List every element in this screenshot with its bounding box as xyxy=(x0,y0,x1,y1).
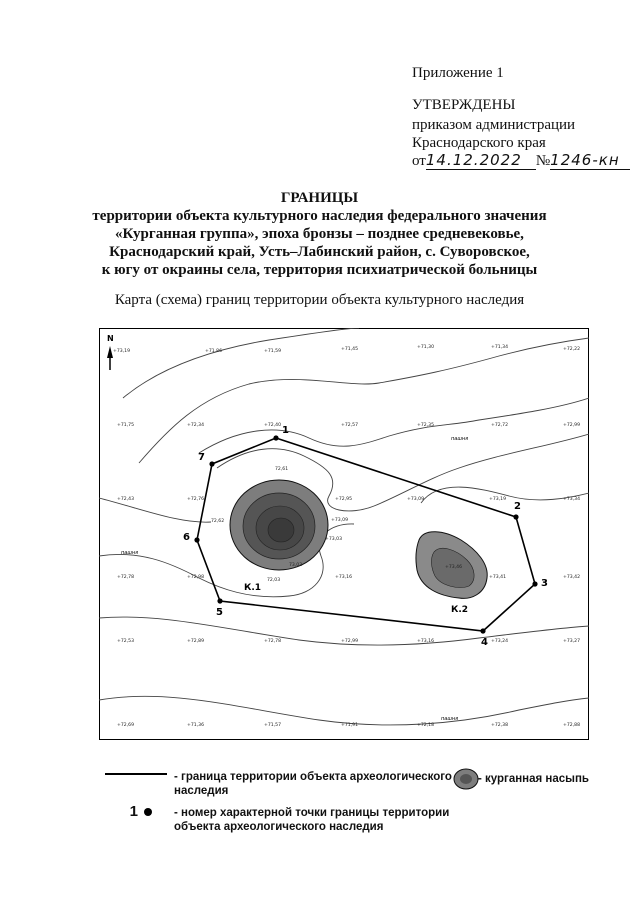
legend-mound-text: - курганная насыпь xyxy=(478,773,590,785)
mound-label-k2: К.2 xyxy=(451,605,469,615)
spot-elevation-label: +71,59 xyxy=(264,349,282,354)
spot-elevation-label: +71,30 xyxy=(417,345,435,350)
legend-point-number: 1 xyxy=(129,803,138,820)
legend-boundary-line1: - граница территории объекта археологического xyxy=(174,771,452,783)
spot-elevation-label: 72,61 xyxy=(275,467,289,472)
spot-elevation-label: +72,99 xyxy=(563,423,581,428)
spot-elevation-label: +72,78 xyxy=(264,639,282,644)
spot-elevation-label: +73,42 xyxy=(563,575,581,580)
map-caption: Карта (схема) границ территории объекта культурного наследия xyxy=(114,292,525,308)
order-date-number xyxy=(412,151,630,170)
spot-elevation-label: +73,19 xyxy=(489,497,507,502)
boundary-point-marker xyxy=(194,537,199,542)
spot-elevation-label: +72,43 xyxy=(117,497,135,502)
boundary-point-label: 2 xyxy=(514,501,521,512)
spot-elevation-label: +72,35 xyxy=(417,423,435,428)
spot-elevation-label: +72,57 xyxy=(341,423,359,428)
spot-elevation-label: +73,46 xyxy=(445,565,463,570)
order-number: 1246-кн xyxy=(550,151,630,170)
approved-label: УТВЕРЖДЕНЫ xyxy=(412,97,516,113)
spot-elevation-label: +71,57 xyxy=(264,723,282,728)
approved-by-line: приказом администрации xyxy=(412,117,576,133)
appendix-label: Приложение 1 xyxy=(412,65,504,81)
title-line-2: «Курганная группа», эпоха бронзы – позднее средневековье, xyxy=(115,226,524,242)
spot-elevation-label: +71,86 xyxy=(205,349,223,354)
map-frame xyxy=(100,329,589,740)
boundary-point-marker xyxy=(217,598,222,603)
spot-elevation-label: +71,45 xyxy=(341,347,359,352)
legend-point-line1: - номер характерной точки границы территории xyxy=(174,807,450,819)
legend-boundary-text xyxy=(174,770,452,798)
spot-elevation-label: +73,27 xyxy=(563,639,581,644)
boundary-point-label: 7 xyxy=(198,452,205,463)
spot-elevation-label: +72,18 xyxy=(417,723,435,728)
spot-elevation-label: +72,76 xyxy=(187,497,205,502)
spot-elevation-label: +73,03 xyxy=(325,537,343,542)
from-prefix: от xyxy=(412,153,426,169)
spot-elevation-label: +71,34 xyxy=(491,345,509,350)
spot-elevation-label: +72,78 xyxy=(117,575,135,580)
spot-elevation-label: +72,34 xyxy=(187,423,205,428)
spot-elevation-label: +72,88 xyxy=(563,723,581,728)
spot-elevation-label: +73,24 xyxy=(491,639,509,644)
boundary-point-label: 4 xyxy=(481,637,488,648)
spot-elevation-label: +73,34 xyxy=(563,497,581,502)
region-line: Краснодарского края xyxy=(412,135,546,151)
spot-elevation-label: +73,09 xyxy=(331,518,349,523)
mound-label-k1: К.1 xyxy=(244,583,262,593)
spot-elevation-label: +72,89 xyxy=(187,639,205,644)
mound-k1 xyxy=(230,480,328,570)
spot-elevation-label: +73,41 xyxy=(489,575,507,580)
boundary-point-marker xyxy=(273,435,278,440)
spot-elevation-label: +72,38 xyxy=(491,723,509,728)
spot-elevation-label: +72,40 xyxy=(264,423,282,428)
spot-elevation-label: +73,16 xyxy=(417,639,435,644)
boundary-point-marker xyxy=(532,581,537,586)
boundary-point-label: 5 xyxy=(216,607,223,618)
legend-point-text xyxy=(174,806,449,834)
spot-elevation-label: +72,98 xyxy=(187,575,205,580)
spot-elevation-label: 72,62 xyxy=(211,519,225,524)
boundary-map xyxy=(99,328,589,740)
spot-elevation-label: 73,03 xyxy=(289,563,303,568)
spot-elevation-label: +71,36 xyxy=(187,723,205,728)
legend-point-symbol xyxy=(144,808,152,816)
spot-elevation-label: +73,19 xyxy=(113,349,131,354)
spot-elevation-label: +72,95 xyxy=(335,497,353,502)
spot-elevation-label: +72,53 xyxy=(117,639,135,644)
land-label: пашня xyxy=(441,716,459,722)
north-letter: N xyxy=(107,334,114,343)
number-sign: № xyxy=(535,153,551,169)
legend-boundary-line2: наследия xyxy=(174,785,229,797)
title-line-1: территории объекта культурного наследия федерального значения xyxy=(92,208,547,224)
spot-elevation-label: +72,99 xyxy=(341,639,359,644)
spot-elevation-label: +73,09 xyxy=(407,497,425,502)
spot-elevation-label: +72,69 xyxy=(117,723,135,728)
spot-elevation-label: +72,72 xyxy=(491,423,509,428)
spot-elevation-label: +71,91 xyxy=(341,723,359,728)
boundary-point-label: 1 xyxy=(282,425,289,436)
spot-elevation-label: +71,75 xyxy=(117,423,135,428)
boundary-point-marker xyxy=(209,461,214,466)
spot-elevation-label: +72,22 xyxy=(563,347,581,352)
legend-point-line2: объекта археологического наследия xyxy=(174,821,384,833)
document-heading: ГРАНИЦЫ xyxy=(280,190,359,206)
land-label: пашня xyxy=(451,436,469,442)
spot-elevation-label: 72,03 xyxy=(267,578,281,583)
boundary-point-marker xyxy=(480,628,485,633)
land-label: пашня xyxy=(121,550,139,556)
boundary-point-label: 3 xyxy=(541,578,548,589)
spot-elevation-label: +73,16 xyxy=(335,575,353,580)
boundary-point-label: 6 xyxy=(183,532,190,543)
title-line-3: Краснодарский край, Усть–Лабинский район, с. Суворовское, xyxy=(109,244,530,260)
boundary-point-marker xyxy=(513,514,518,519)
order-date: 14.12.2022 xyxy=(426,151,536,170)
title-line-4: к югу от окраины села, территория психиатрической больницы xyxy=(101,262,538,278)
